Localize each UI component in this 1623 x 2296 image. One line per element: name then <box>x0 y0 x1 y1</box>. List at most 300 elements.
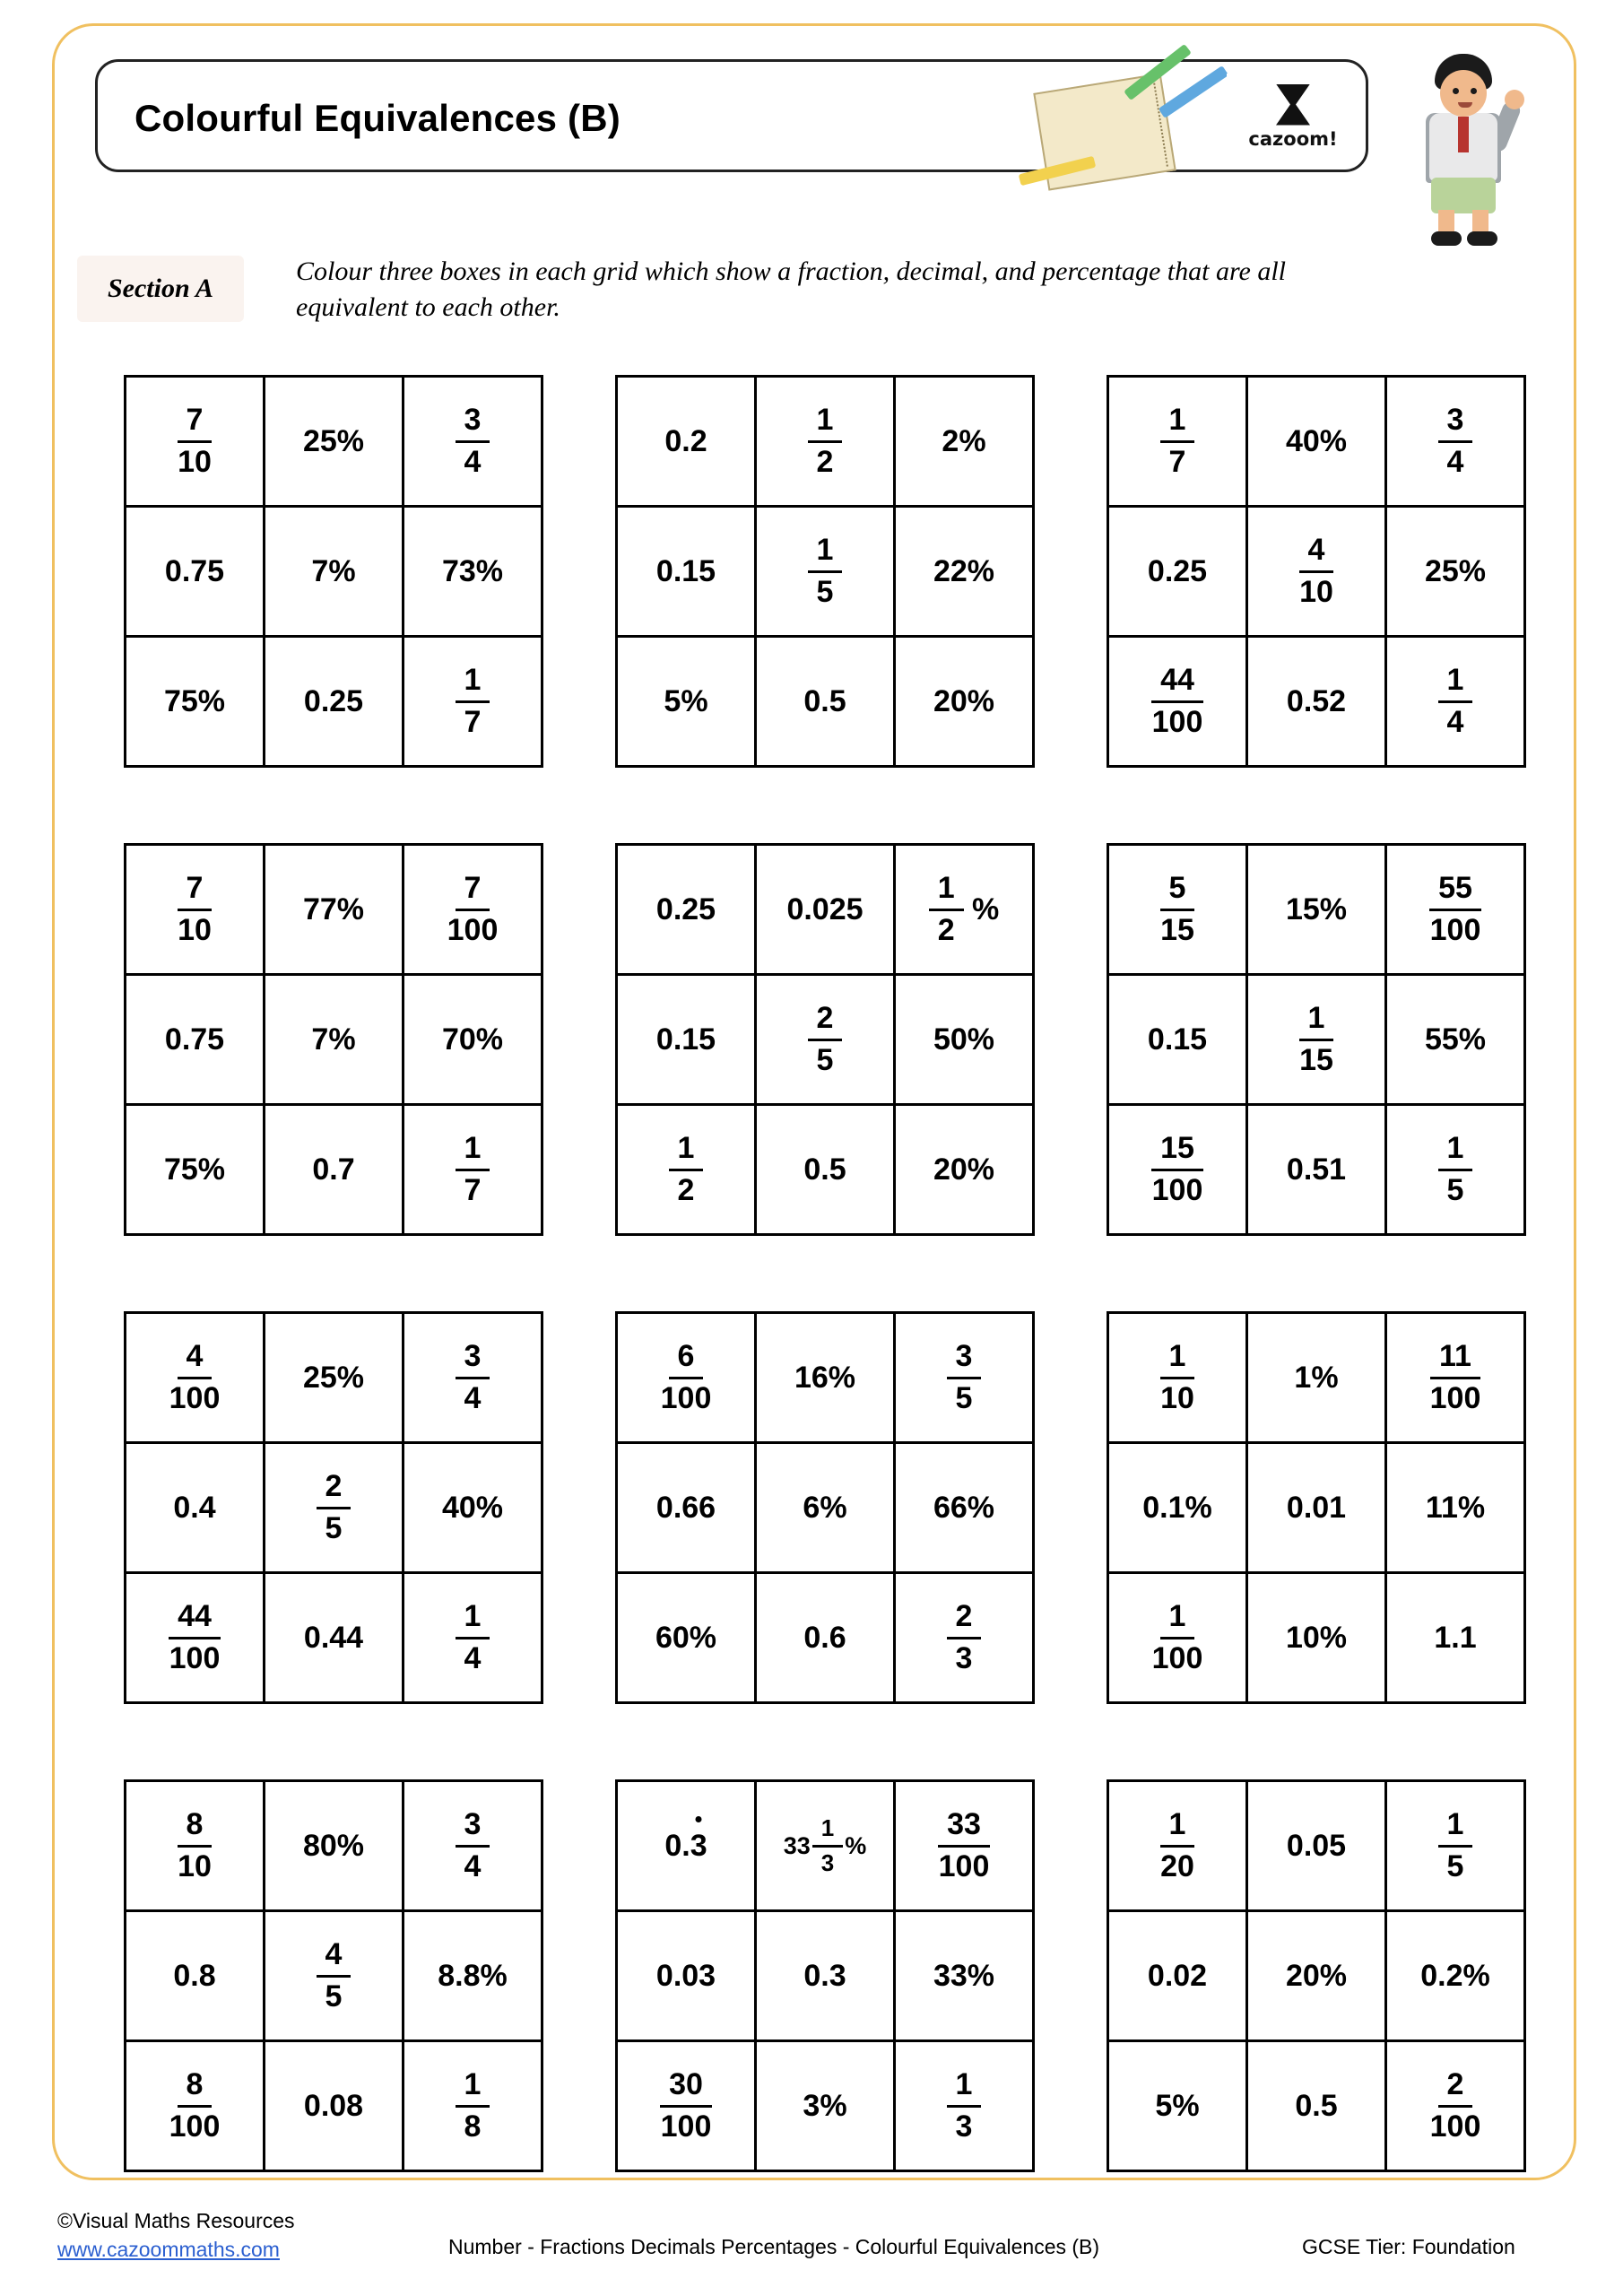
mixed-whole: 33 <box>783 1831 811 1859</box>
grid-cell[interactable] <box>1108 1781 1247 1911</box>
grid-cell[interactable] <box>126 975 265 1105</box>
fraction <box>812 1816 843 1875</box>
grid-cell-content <box>404 1782 541 1909</box>
grid-cell-content <box>757 508 893 635</box>
fraction <box>1290 532 1342 609</box>
fraction-denominator: 100 <box>1429 1380 1481 1415</box>
fraction-numerator: 4 <box>178 1341 213 1379</box>
fraction-denominator: 3 <box>955 2109 973 2144</box>
grid-cell[interactable] <box>265 845 404 975</box>
grid-cell-content <box>265 976 402 1103</box>
table-row <box>126 1443 542 1573</box>
fraction-denominator: 10 <box>178 444 212 479</box>
grid-cell[interactable] <box>895 1911 1034 2041</box>
cell-value: 11% <box>1425 1490 1486 1525</box>
grid-cell-content <box>1387 1106 1523 1233</box>
table-row <box>617 845 1034 975</box>
grid-cell-content <box>1109 1314 1245 1441</box>
cell-value: 66% <box>933 1490 995 1525</box>
grid-cell[interactable] <box>404 637 542 767</box>
grid-cell[interactable] <box>1386 1781 1525 1911</box>
fraction-numerator: 11 <box>1430 1341 1480 1379</box>
grid-cell[interactable] <box>1386 377 1525 507</box>
grid-cell[interactable] <box>1247 975 1386 1105</box>
grid-cell-content <box>896 2042 1032 2170</box>
grid-cell[interactable] <box>617 1105 756 1235</box>
table-row <box>617 975 1034 1105</box>
grid-cell[interactable] <box>617 1781 756 1911</box>
grid-cell-content <box>896 508 1032 635</box>
cell-value: 60% <box>655 1620 717 1655</box>
section-tag: Section A <box>77 256 244 322</box>
table-row <box>1108 1443 1525 1573</box>
grid-cell[interactable] <box>1386 1313 1525 1443</box>
fraction-numerator: 1 <box>1160 1809 1195 1848</box>
fraction-numerator: 1 <box>1160 404 1195 443</box>
table-row <box>617 1911 1034 2041</box>
grid-cell-content <box>265 1444 402 1571</box>
fraction-numerator: 4 <box>1299 535 1334 573</box>
grid-cell[interactable] <box>617 1313 756 1443</box>
grid-cell-content <box>757 976 893 1103</box>
equivalence-grid <box>1107 843 1526 1236</box>
grid-cell-content <box>126 2042 263 2170</box>
table-row <box>617 1443 1034 1573</box>
cell-value: 2% <box>942 423 986 458</box>
cell-value: 15% <box>1285 891 1348 926</box>
fraction-numerator: 1 <box>929 873 964 911</box>
grid-cell[interactable] <box>1108 637 1247 767</box>
grid-cell-content <box>757 1574 893 1701</box>
fraction-numerator: 1 <box>456 2069 490 2108</box>
grid-cell[interactable] <box>756 975 895 1105</box>
grid-cell-content <box>1109 1106 1245 1233</box>
grid-cell[interactable] <box>756 1443 895 1573</box>
grid-cell[interactable] <box>404 845 542 975</box>
fraction-numerator: 1 <box>1438 665 1473 703</box>
grid-cell[interactable] <box>1108 1105 1247 1235</box>
fraction-numerator: 44 <box>1151 665 1203 703</box>
grid-cell-content <box>896 1314 1032 1441</box>
fraction <box>1160 404 1195 478</box>
grid-cell[interactable] <box>617 1573 756 1703</box>
grid-cell[interactable] <box>895 1443 1034 1573</box>
grid-cell[interactable] <box>895 637 1034 767</box>
tie <box>1458 117 1469 152</box>
fraction <box>169 404 221 478</box>
cell-value: 0.2 <box>664 423 707 458</box>
grid-cell-content <box>265 638 402 765</box>
grid-cell[interactable] <box>1108 2041 1247 2171</box>
grid-cell[interactable] <box>404 1105 542 1235</box>
fraction-numerator: 3 <box>456 1809 490 1848</box>
grid-cell[interactable] <box>126 1313 265 1443</box>
grid-cell[interactable] <box>1108 507 1247 637</box>
grid-cell[interactable] <box>265 2041 404 2171</box>
grid-cell[interactable] <box>126 377 265 507</box>
fraction <box>317 1936 352 2013</box>
grid-cell[interactable] <box>404 1443 542 1573</box>
grid-cell[interactable] <box>265 975 404 1105</box>
fraction <box>669 1130 704 1207</box>
grid-cell-content <box>1387 976 1523 1103</box>
logo-wordmark: cazoom! <box>1248 127 1338 150</box>
fraction-denominator: 100 <box>169 2109 221 2144</box>
grid-cell-content <box>126 1314 263 1441</box>
cell-value: 0.5 <box>803 683 846 718</box>
grid-cell[interactable] <box>1247 845 1386 975</box>
grid-cell-content <box>1109 846 1245 973</box>
grid-cell-content <box>265 508 402 635</box>
equivalence-grid <box>1107 1779 1526 2172</box>
grid-cell[interactable] <box>1386 1105 1525 1235</box>
grid-cell[interactable] <box>756 1313 895 1443</box>
grid-cell[interactable] <box>404 1573 542 1703</box>
fraction <box>808 404 843 478</box>
fraction-denominator: 100 <box>660 1380 712 1415</box>
grid-cell[interactable] <box>1247 1105 1386 1235</box>
grid-cell-content <box>618 2042 754 2170</box>
fraction <box>161 2066 230 2144</box>
fraction <box>947 1338 982 1415</box>
grid-cell[interactable] <box>1247 1313 1386 1443</box>
cell-value: 0.25 <box>1147 553 1208 588</box>
grid-cell[interactable] <box>895 845 1034 975</box>
grid-cell[interactable] <box>126 845 265 975</box>
fraction-numerator: 3 <box>947 1341 982 1379</box>
grid-cell[interactable] <box>265 507 404 637</box>
grid-cell[interactable] <box>1247 507 1386 637</box>
cell-value: 8.8% <box>438 1958 508 1993</box>
grid-cell[interactable] <box>265 637 404 767</box>
grid-cell[interactable] <box>265 1105 404 1235</box>
grid-cell[interactable] <box>617 377 756 507</box>
cell-value: 20% <box>933 683 995 718</box>
grid-cell[interactable] <box>617 1911 756 2041</box>
grid-cell[interactable] <box>404 507 542 637</box>
grid-cell[interactable] <box>265 1573 404 1703</box>
grid-cell-content <box>404 378 541 505</box>
table-row <box>126 975 542 1105</box>
grid-cell[interactable] <box>617 2041 756 2171</box>
grid-cell[interactable] <box>404 2041 542 2171</box>
fraction <box>1143 662 1212 739</box>
hand <box>1505 90 1524 109</box>
grid-cell[interactable] <box>1108 1313 1247 1443</box>
table-row <box>617 1781 1034 1911</box>
grid-cell[interactable] <box>126 507 265 637</box>
face <box>1440 70 1487 117</box>
grid-cell[interactable] <box>1108 845 1247 975</box>
grid-cell-content <box>404 1106 541 1233</box>
grid-cell-content <box>265 1782 402 1909</box>
grid-cell-content <box>896 1444 1032 1571</box>
grid-cell[interactable] <box>1247 1911 1386 2041</box>
fraction <box>456 404 490 478</box>
grid-cell-content <box>265 1106 402 1233</box>
grid-cell[interactable] <box>1247 377 1386 507</box>
fraction-numerator: 1 <box>1438 1809 1473 1848</box>
grid-cell[interactable] <box>1247 637 1386 767</box>
page-title: Colourful Equivalences (B) <box>135 97 621 139</box>
cell-value: 1% <box>1294 1360 1339 1395</box>
grid-cell[interactable] <box>617 507 756 637</box>
cell-value: 77% <box>302 891 365 926</box>
table-row <box>617 1313 1034 1443</box>
fraction-numerator: 1 <box>1438 1133 1473 1171</box>
grid-cell[interactable] <box>895 2041 1034 2171</box>
grid-cell[interactable] <box>895 1573 1034 1703</box>
table-row <box>1108 507 1525 637</box>
fraction <box>930 1806 999 1883</box>
table-row <box>1108 1105 1525 1235</box>
cell-value: 0.05 <box>1286 1828 1347 1863</box>
grid-cell[interactable] <box>1386 975 1525 1105</box>
grid-cell[interactable] <box>126 2041 265 2171</box>
grid-cell[interactable] <box>265 1443 404 1573</box>
grid-cell-content <box>126 1574 263 1701</box>
cell-value: 7% <box>311 1022 356 1057</box>
fraction-denominator: 3 <box>955 1640 973 1675</box>
grid-cell-content <box>1387 1444 1523 1571</box>
shorts <box>1431 178 1496 213</box>
table-row <box>126 1911 542 2041</box>
cell-value: 25% <box>302 1360 365 1395</box>
fraction <box>947 2066 982 2144</box>
table-row <box>617 637 1034 767</box>
grid-cell[interactable] <box>617 845 756 975</box>
fraction <box>1143 1130 1212 1207</box>
cell-value: 0.4 <box>173 1490 216 1525</box>
grid-cell[interactable] <box>1386 1443 1525 1573</box>
grids-container <box>0 375 1623 2248</box>
fraction-numerator: 8 <box>178 1809 213 1848</box>
grid-cell[interactable] <box>126 1911 265 2041</box>
cell-value: 0.08 <box>303 2088 364 2123</box>
fraction <box>1438 1130 1473 1207</box>
grid-cell[interactable] <box>1386 637 1525 767</box>
grid-cell[interactable] <box>404 975 542 1105</box>
grid-cell-content <box>404 638 541 765</box>
table-row <box>1108 1781 1525 1911</box>
grid-cell[interactable] <box>895 1313 1034 1443</box>
grid-cell[interactable] <box>1247 1573 1386 1703</box>
grid-cell[interactable] <box>756 1911 895 2041</box>
fraction-denominator: 7 <box>464 704 482 739</box>
grid-cell-content <box>896 378 1032 505</box>
recurring-digit: 3 <box>690 1829 707 1864</box>
grid-cell-content <box>1248 378 1384 505</box>
grid-cell[interactable] <box>895 975 1034 1105</box>
fraction-denominator: 10 <box>1299 574 1333 609</box>
grid-cell[interactable] <box>404 1911 542 2041</box>
recurring-dot-icon <box>696 1816 702 1822</box>
grid-cell[interactable] <box>1108 975 1247 1105</box>
fraction-numerator: 1 <box>808 535 843 573</box>
grid-cell-content <box>126 1106 263 1233</box>
equivalence-grid <box>124 1311 543 1704</box>
grid-cell-content <box>1248 976 1384 1103</box>
grid-cell-content <box>896 846 1032 973</box>
grid-row-band <box>0 1311 1623 1704</box>
equivalence-grid <box>615 375 1035 768</box>
grid-cell-content <box>1248 638 1384 765</box>
grid-cell[interactable] <box>756 637 895 767</box>
grid-cell[interactable] <box>756 377 895 507</box>
grid-cell-content <box>896 1106 1032 1233</box>
fraction-numerator: 1 <box>456 665 490 703</box>
grid-cell[interactable] <box>756 507 895 637</box>
fraction-numerator: 1 <box>669 1133 704 1171</box>
fraction <box>1438 1806 1473 1883</box>
cell-value: 5% <box>664 683 708 718</box>
grid-cell[interactable] <box>1386 845 1525 975</box>
grid-cell[interactable] <box>895 377 1034 507</box>
table-row <box>1108 1573 1525 1703</box>
grid-cell[interactable] <box>1108 377 1247 507</box>
grid-cell[interactable] <box>1108 1443 1247 1573</box>
grid-cell-content <box>1248 846 1384 973</box>
grid-cell-content <box>1387 1314 1523 1441</box>
grid-cell-content <box>757 638 893 765</box>
fraction-denominator: 5 <box>1446 1848 1464 1883</box>
grid-cell[interactable] <box>126 1781 265 1911</box>
fraction-numerator: 2 <box>808 1003 843 1041</box>
fraction <box>169 870 221 947</box>
shoe-left <box>1431 231 1462 246</box>
grid-cell-content <box>1387 846 1523 973</box>
grid-cell-content <box>1248 1782 1384 1909</box>
grid-cell[interactable] <box>1386 1911 1525 2041</box>
fraction <box>1290 1000 1342 1077</box>
grid-row-band <box>0 843 1623 1236</box>
eye-left <box>1453 88 1459 94</box>
grid-cell[interactable] <box>756 1781 895 1911</box>
footer-url[interactable]: www.cazoommaths.com <box>57 2238 280 2261</box>
grid-cell[interactable] <box>756 2041 895 2171</box>
grid-cell[interactable] <box>126 1573 265 1703</box>
grid-cell[interactable] <box>1386 2041 1525 2171</box>
cell-value: 0.25 <box>655 891 716 926</box>
grid-cell[interactable] <box>1108 1573 1247 1703</box>
fraction-denominator: 4 <box>464 1380 482 1415</box>
fraction-numerator: 2 <box>317 1471 352 1509</box>
cell-value: 75% <box>163 683 226 718</box>
grid-cell-content <box>404 846 541 973</box>
grid-cell-content <box>757 1912 893 2039</box>
grid-cell[interactable] <box>126 1105 265 1235</box>
table-row <box>126 377 542 507</box>
grid-cell[interactable] <box>126 1443 265 1573</box>
grid-cell-content <box>618 638 754 765</box>
grid-cell-content <box>1109 1444 1245 1571</box>
grid-cell[interactable] <box>265 1781 404 1911</box>
fraction-denominator: 100 <box>1151 704 1203 739</box>
grid-cell[interactable] <box>265 1911 404 2041</box>
grid-cell[interactable] <box>126 637 265 767</box>
cell-value: 0.5 <box>1295 2088 1338 2123</box>
grid-cell[interactable] <box>895 507 1034 637</box>
fraction <box>1438 662 1473 739</box>
grid-cell[interactable] <box>265 377 404 507</box>
grid-cell-content <box>265 846 402 973</box>
cell-value: 25% <box>1424 553 1487 588</box>
grid-cell[interactable] <box>404 1313 542 1443</box>
grid-cell[interactable] <box>756 1105 895 1235</box>
fraction-numerator: 15 <box>1151 1133 1203 1171</box>
recurring-decimal: 0.3 <box>664 1829 707 1864</box>
grid-cell-content <box>618 1782 754 1909</box>
table-row <box>617 2041 1034 2171</box>
fraction-numerator: 4 <box>317 1939 352 1978</box>
grid-cell-content <box>265 1574 402 1701</box>
table-row <box>1108 975 1525 1105</box>
grid-cell[interactable] <box>1386 1573 1525 1703</box>
grid-cell-content <box>618 846 754 973</box>
fraction-numerator: 1 <box>1299 1003 1334 1041</box>
grid-cell[interactable] <box>756 1573 895 1703</box>
fraction-denominator: 5 <box>325 1510 343 1545</box>
grid-cell-content <box>1248 2042 1384 2170</box>
cell-value: 0.44 <box>303 1620 364 1655</box>
section-instructions: Colour three boxes in each grid which show a fraction, decimal, and percentage that are all equivalent to each other. <box>296 257 1287 322</box>
table-row <box>617 1105 1034 1235</box>
grid-cell[interactable] <box>404 1781 542 1911</box>
cell-value: 3% <box>803 2088 847 2123</box>
fraction-denominator: 100 <box>447 912 499 947</box>
grid-cell-content <box>757 846 893 973</box>
grid-cell[interactable] <box>756 845 895 975</box>
fraction-numerator: 7 <box>178 404 213 443</box>
grid-cell-content <box>1387 638 1523 765</box>
fraction-denominator: 15 <box>1299 1042 1333 1077</box>
grid-cell[interactable] <box>895 1781 1034 1911</box>
equivalence-grid <box>124 375 543 768</box>
fraction <box>161 1338 230 1415</box>
grid-cell-content <box>126 1444 263 1571</box>
fraction-denominator: 3 <box>820 1848 835 1876</box>
grid-cell[interactable] <box>404 377 542 507</box>
grid-cell-content <box>618 378 754 505</box>
grid-cell[interactable] <box>617 975 756 1105</box>
grid-cell-content <box>126 1912 263 2039</box>
grid-cell-content <box>618 1574 754 1701</box>
grid-cell[interactable] <box>1247 2041 1386 2171</box>
grid-cell[interactable] <box>1247 1443 1386 1573</box>
cell-value: 0.3 <box>803 1958 846 1993</box>
fraction-denominator: 4 <box>464 1848 482 1883</box>
grid-cell[interactable] <box>1386 507 1525 637</box>
fraction-denominator: 4 <box>1446 704 1464 739</box>
equivalence-grid <box>615 1311 1035 1704</box>
grid-cell[interactable] <box>617 1443 756 1573</box>
fraction-numerator: 1 <box>1160 1601 1195 1639</box>
fraction <box>438 870 508 947</box>
grid-cell[interactable] <box>1108 1911 1247 2041</box>
grid-cell-content <box>1248 508 1384 635</box>
cell-value: 70% <box>441 1022 504 1057</box>
grid-cell-content <box>896 638 1032 765</box>
cell-value: 0.7 <box>312 1152 355 1187</box>
cell-value: 0.1% <box>1142 1490 1212 1525</box>
fraction-numerator: 8 <box>178 2069 213 2108</box>
grid-cell[interactable] <box>617 637 756 767</box>
grid-cell-content <box>896 976 1032 1103</box>
grid-cell[interactable] <box>895 1105 1034 1235</box>
grid-cell[interactable] <box>1247 1781 1386 1911</box>
grid-cell[interactable] <box>265 1313 404 1443</box>
fraction <box>1151 870 1203 947</box>
